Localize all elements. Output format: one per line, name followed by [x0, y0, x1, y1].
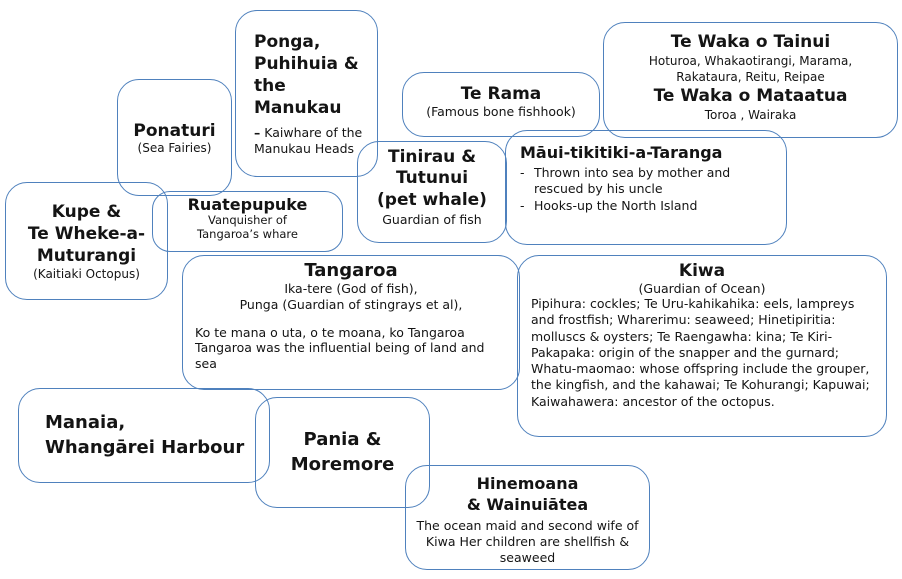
maui-bullet-text: Thrown into sea by mother and rescued by his uncle [534, 165, 731, 197]
tangaroa-children-line: Punga (Guardian of stingrays et al), [239, 297, 463, 313]
ponga-dash: – [254, 125, 261, 141]
box-pania-moremore [255, 397, 430, 508]
box-kiwa [517, 255, 887, 437]
tinirau-title-line: Tinirau & [387, 147, 477, 167]
hinemoana-title-line: Hinemoana [476, 474, 579, 493]
box-ponga-puhihuia-manukau [235, 10, 378, 177]
box-ponaturi [117, 79, 232, 196]
ponga-description-text: Kaiwhare of the Manukau Heads [254, 125, 363, 156]
box-te-waka-o-tainui [603, 22, 898, 138]
kupe-subtitle: (Kaitiaki Octopus) [33, 267, 140, 282]
tangaroa-proverb: Ko te mana o uta, o te moana, ko Tangaroa [195, 324, 465, 340]
tinirau-subtitle: Guardian of fish [382, 211, 482, 227]
ponga-description [254, 125, 369, 156]
manaia-title-line: Manaia, [45, 412, 126, 434]
tinirau-title-line: (pet whale) [377, 189, 487, 210]
tinirau-title-line: Tutunui [395, 168, 469, 189]
te-rama-title: Te Rama [460, 84, 542, 104]
kupe-title-line: Kupe & [51, 201, 122, 222]
kiwa-title: Kiwa [678, 261, 726, 281]
ruatepupuke-subtitle-line: Tangaroa’s whare [197, 226, 298, 241]
kupe-title-line: Muturangi [36, 246, 137, 267]
box-ruatepupuke [152, 191, 343, 252]
ruatepupuke-subtitle-line: Vanquisher of [208, 213, 287, 227]
hinemoana-description: The ocean maid and second wife of Kiwa Her children are shellfish & seaweed [416, 517, 639, 566]
ponga-title-line: Ponga, [254, 32, 321, 52]
maui-bullet-text: Hooks-up the North Island [534, 197, 698, 213]
te-waka-mataatua-crew: Toroa , Wairaka [704, 107, 797, 122]
te-waka-tainui-title: Te Waka o Tainui [670, 32, 831, 52]
ponga-title-line: the [254, 76, 286, 97]
tangaroa-proverb-translation: Tangaroa was the influential being of land and sea [195, 340, 485, 371]
tangaroa-title: Tangaroa [304, 260, 398, 281]
kiwa-subtitle: (Guardian of Ocean) [638, 281, 766, 296]
te-waka-tainui-crew-line: Hoturoa, Whakaotirangi, Marama, [648, 54, 853, 69]
pania-title-line: Moremore [290, 453, 395, 475]
te-waka-tainui-crew-line: Rakataura, Reitu, Reipae [676, 70, 825, 85]
box-te-rama [402, 72, 600, 137]
maui-title: Māui-tikitiki-a-Taranga [520, 143, 723, 162]
maui-bullet [520, 198, 778, 214]
ruatepupuke-title: Ruatepupuke [187, 195, 308, 214]
pania-title-line: Pania & [303, 429, 382, 451]
hinemoana-title-line: & Wainuiātea [466, 494, 589, 514]
ponaturi-title: Ponaturi [133, 120, 216, 141]
te-waka-mataatua-title: Te Waka o Mataatua [653, 85, 848, 106]
box-hinemoana-wainuiatea [405, 465, 650, 570]
manaia-title-line: Whangārei Harbour [45, 436, 245, 458]
kiwa-description: Pipihura: cockles; Te Uru-kahikahika: eels, lampreys and frostfish; Wharerimu: seaweed; Hinetipiritia: molluscs & oysters; Te Raengawha: kina; Te Kiri-Pakapaka: origin of the snapper and the gurnard; Whatu-maomao: whose offspring include the grouper, the kingfish, and the kahawai; Te Kohurangi; Kapuwai; Kaiwahawera: ancestor of the octopus. [531, 296, 870, 409]
box-tinirau-tutunui [357, 141, 507, 243]
kupe-title-line: Te Wheke-a- [27, 223, 146, 244]
ponga-title-line: Manukau [254, 98, 342, 119]
maui-bullet [520, 165, 778, 198]
tangaroa-children-line: Ika-tere (God of fish), [284, 281, 418, 296]
box-maui-tikitiki-a-taranga [505, 130, 787, 245]
bullet-dash: - [520, 165, 525, 180]
box-manaia [18, 388, 270, 483]
ponga-title-line: Puhihuia & [254, 54, 359, 75]
ponaturi-subtitle: (Sea Fairies) [137, 140, 212, 155]
box-kupe-te-wheke [5, 182, 168, 300]
box-tangaroa [182, 255, 520, 390]
bullet-dash: - [520, 197, 525, 213]
te-rama-subtitle: (Famous bone fishhook) [426, 104, 576, 119]
